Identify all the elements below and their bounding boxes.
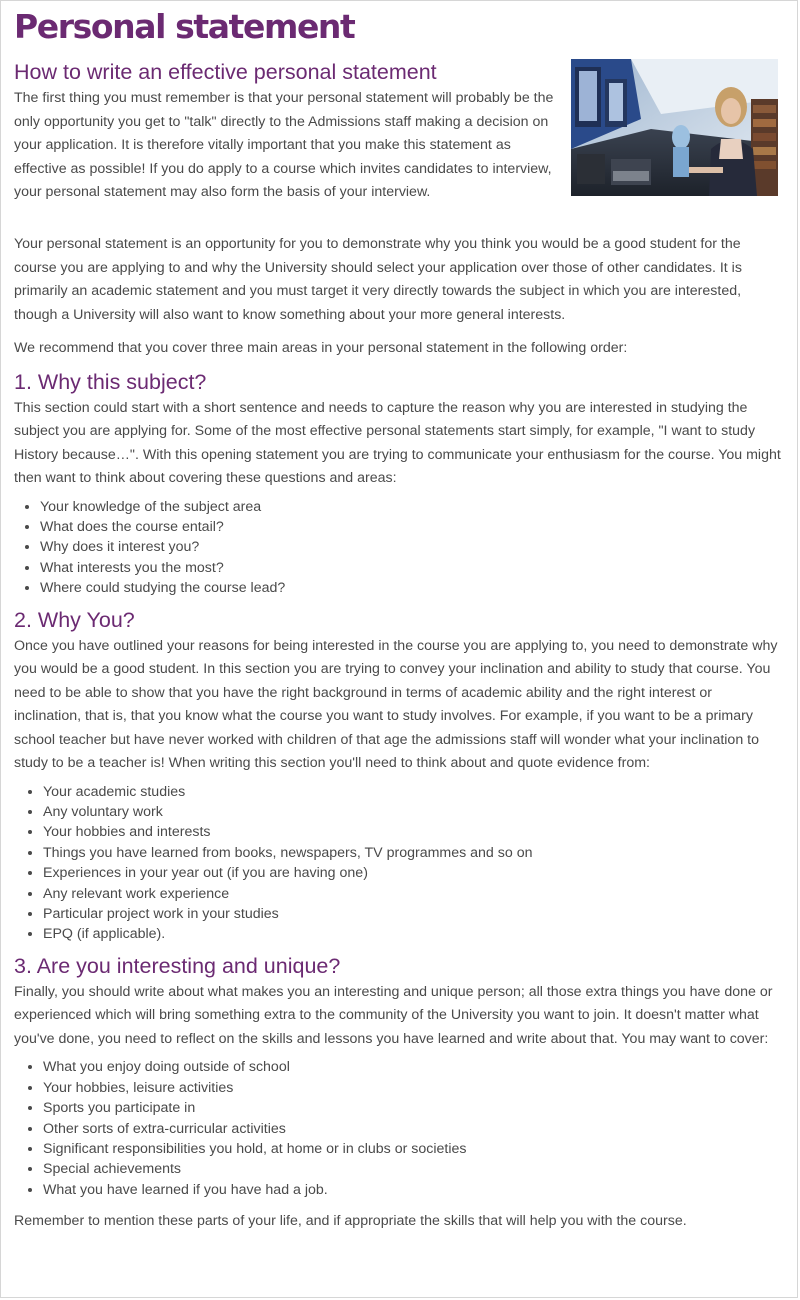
intro-heading: How to write an effective personal statement — [14, 60, 437, 84]
closing-paragraph: Remember to mention these parts of your life, and if appropriate the skills that will help you with the course. — [14, 1213, 687, 1230]
section3-heading: 3. Are you interesting and unique? — [14, 953, 341, 978]
page-title: Personal statement — [14, 7, 355, 46]
list-item: • Experiences in your year out (if you are having one) — [43, 863, 781, 883]
list-item: • What does the course entail? — [40, 517, 781, 537]
section2-heading: 2. Why You? — [14, 607, 135, 632]
list-item: • Any voluntary work — [43, 802, 781, 822]
list-item: • Why does it interest you? — [40, 537, 781, 557]
section3-text: Finally, you should write about what makes you an interesting and unique person; all those extra things you have done or experienced which will bring something extra to the community of the University you want to join. It doesn't matter what you've done, you need to reflect on the skills and lessons you have learned and write about that. You may want to cover: — [14, 983, 773, 1047]
list-item: • Your knowledge of the subject area — [40, 497, 781, 517]
list-item: • Your hobbies, leisure activities — [43, 1078, 781, 1098]
list-item: • Your hobbies and interests — [43, 822, 781, 842]
intro-section — [14, 59, 781, 227]
list-item: • Any relevant work experience — [43, 884, 781, 904]
list-item: • Particular project work in your studies — [43, 904, 781, 924]
list-item: • Significant responsibilities you hold, at home or in clubs or societies — [43, 1139, 781, 1159]
list-item: • Things you have learned from books, newspapers, TV programmes and so on — [43, 843, 781, 863]
intro-paragraph-2: Your personal statement is an opportunity for you to demonstrate why you think you would be a good student for the course you are applying to and why the University should select your application over those of other candidates. It is primarily an academic statement and you must target it very directly towards the subject in which you are interested, though a University will also want to know something about your more general interests. — [14, 236, 742, 323]
intro-text — [14, 59, 554, 205]
list-item: • Where could studying the course lead? — [40, 578, 781, 598]
section1-heading: 1. Why this subject? — [14, 369, 207, 394]
intro-paragraph-3: We recommend that you cover three main areas in your personal statement in the following order: — [14, 340, 628, 356]
section3-list — [14, 1057, 781, 1200]
list-item: • What you have learned if you have had a job. — [43, 1180, 781, 1200]
list-item: • Your academic studies — [43, 782, 781, 802]
intro-paragraph-1: The first thing you must remember is that your personal statement will probably be the only opportunity you get to "talk" directly to the Admissions staff making a decision on your application. It is therefore vitally important that you make this statement as effective as possible! If you do apply to a course which invites candidates to interview, your personal statement may also form the basis of your interview. — [14, 90, 554, 200]
library-photo-image — [571, 59, 778, 196]
list-item: • What you enjoy doing outside of school — [43, 1057, 781, 1077]
section2-list — [14, 782, 781, 945]
list-item: • EPQ (if applicable). — [43, 924, 781, 944]
list-item: • What interests you the most? — [40, 558, 781, 578]
library-photo — [571, 59, 778, 196]
list-item: • Special achievements — [43, 1159, 781, 1179]
section1-list — [14, 497, 781, 599]
list-item: • Sports you participate in — [43, 1098, 781, 1118]
list-item: • Other sorts of extra-curricular activities — [43, 1119, 781, 1139]
section1-text: This section could start with a short sentence and needs to capture the reason why you are interested in studying the subject you are applying for. Some of the most effective personal statements start simply, for example, "I want to study History because…". With this opening statement you are trying to communicate your enthusiasm for the course. You might then want to think about covering these questions and areas: — [14, 399, 781, 486]
section2-text: Once you have outlined your reasons for being interested in the course you are applying to, you need to demonstrate why you would be a good student. In this section you are trying to convey your inclination and ability to study that course. You need to be able to show that you have the right background in terms of academic ability and the right interest or inclination, that is, that you know what the course you want to study involves. For example, if you want to be a primary school teacher but have never worked with children of that age the admissions staff will wonder what your inclination to study to be a teacher is! When writing this section you'll need to think about and quote evidence from: — [14, 637, 778, 772]
